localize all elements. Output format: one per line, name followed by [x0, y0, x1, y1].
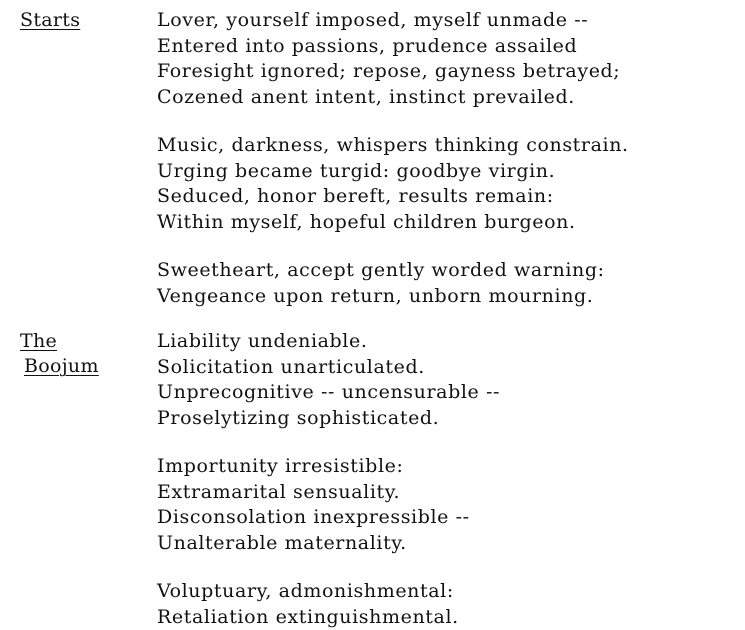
poem-title: [20, 329, 99, 379]
poem-verse: [157, 8, 629, 309]
stanza: [157, 329, 500, 431]
verse-line: Vengeance upon return, unborn mourning.: [157, 284, 629, 310]
stanza: [157, 258, 629, 309]
verse-line: Seduced, honor bereft, results remain:: [157, 184, 629, 210]
verse-line: Solicitation unarticulated.: [157, 355, 500, 381]
poem-title: [20, 8, 80, 33]
verse-line: Unprecognitive -- uncensurable --: [157, 380, 500, 406]
stanza: [157, 8, 629, 110]
verse-line: Entered into passions, prudence assailed: [157, 34, 629, 60]
verse-line: Retaliation extinguishmental.: [157, 605, 500, 630]
stanza: [157, 133, 629, 235]
title-line: The: [20, 329, 99, 354]
verse-line: Extramarital sensuality.: [157, 480, 500, 506]
stanza: [157, 454, 500, 556]
verse-line: Disconsolation inexpressible --: [157, 505, 500, 531]
verse-line: Cozened anent intent, instinct prevailed.: [157, 85, 629, 111]
verse-line: Voluptuary, admonishmental:: [157, 579, 500, 605]
stanza: [157, 579, 500, 630]
verse-line: Music, darkness, whispers thinking constrain.: [157, 133, 629, 159]
verse-line: Within myself, hopeful children burgeon.: [157, 210, 629, 236]
verse-line: Lover, yourself imposed, myself unmade --: [157, 8, 629, 34]
verse-line: Proselytizing sophisticated.: [157, 406, 500, 432]
verse-line: Foresight ignored; repose, gayness betrayed;: [157, 59, 629, 85]
title-line: Starts: [20, 8, 80, 33]
verse-line: Importunity irresistible:: [157, 454, 500, 480]
title-line: Boojum: [20, 354, 99, 379]
verse-line: Urging became turgid: goodbye virgin.: [157, 159, 629, 185]
poem-verse: [157, 329, 500, 630]
verse-line: Sweetheart, accept gently worded warning:: [157, 258, 629, 284]
verse-line: Unalterable maternality.: [157, 531, 500, 557]
verse-line: Liability undeniable.: [157, 329, 500, 355]
